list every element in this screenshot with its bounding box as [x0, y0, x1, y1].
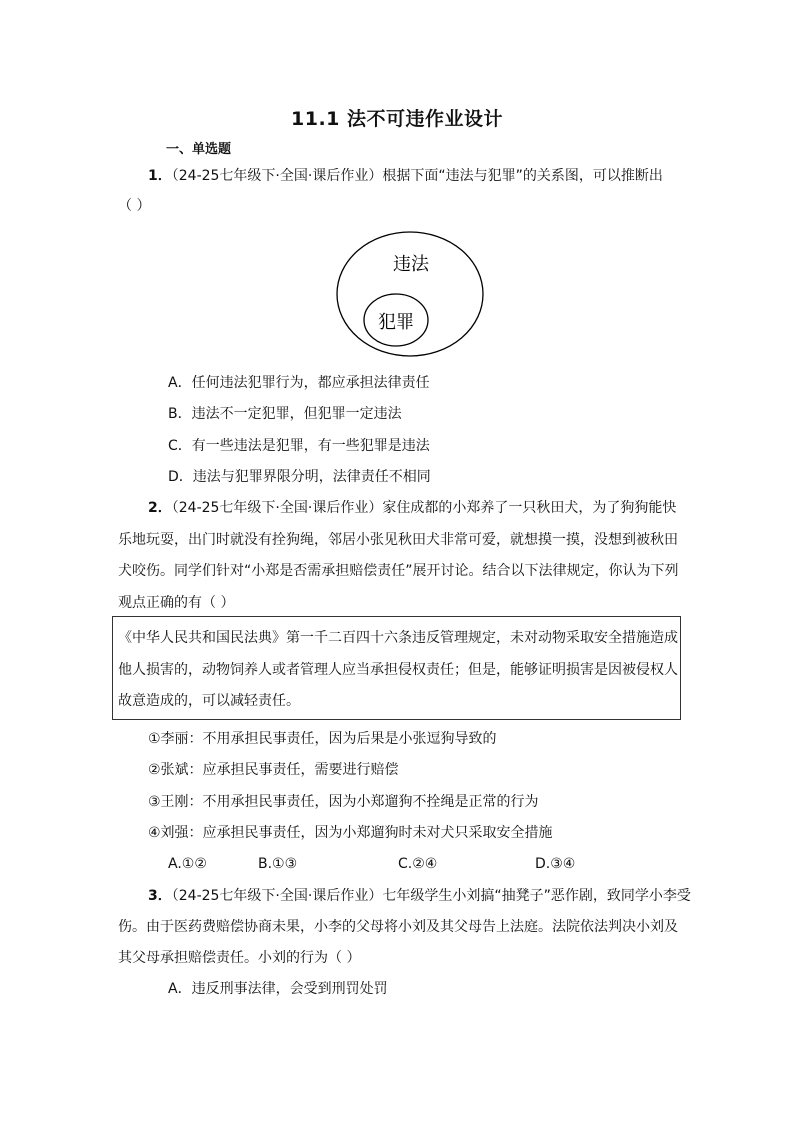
q2-stem-line4: 观点正确的有（ ） — [118, 595, 235, 611]
q1-option-a[interactable]: A．任何违法犯罪行为，都应承担法律责任 — [168, 375, 430, 391]
q2-choice-d[interactable]: D.③④ — [535, 856, 576, 872]
q1-source: （24-25七年级下·全国·课后作业） — [171, 168, 383, 184]
q3-number: 3． — [148, 888, 172, 904]
q2-stem-line2: 乐地玩耍，出门时就没有拴狗绳，邻居小张见秋田犬非常可爱，就想摸一摸，没想到被秋田 — [118, 532, 678, 548]
venn-diagram — [336, 230, 488, 362]
q3-stem-line2: 伤。由于医药费赔偿协商未果，小李的父母将小刘及其父母告上法庭。法院依法判决小刘及 — [118, 919, 678, 935]
q3-stem-line1 — [148, 886, 691, 906]
section-heading: 一、单选题 — [166, 142, 232, 157]
q2-statement-1: ①李丽：不用承担民事责任，因为后果是小张逗狗导致的 — [148, 731, 497, 747]
venn-inner-label: 犯罪 — [378, 312, 414, 333]
q2-number: 2． — [148, 500, 172, 516]
q2-stem-text: 家住成都的小郑养了一只秋田犬，为了狗狗能快 — [382, 500, 677, 516]
q3-stem-text: 七年级学生小刘搞“抽凳子”恶作剧，致同学小李受 — [382, 888, 691, 904]
q2-statement-2: ②张斌：应承担民事责任，需要进行赔偿 — [148, 762, 399, 778]
venn-outer-circle — [337, 232, 483, 356]
q1-option-c[interactable]: C．有一些违法是犯罪，有一些犯罪是违法 — [168, 438, 430, 454]
q3-option-a[interactable]: A．违反刑事法律，会受到刑罚处罚 — [168, 981, 388, 997]
law-quote-line2: 他人损害的，动物饲养人或者管理人应当承担侵权责任；但是，能够证明损害是因被侵权人 — [118, 662, 678, 678]
q3-stem-line3: 其父母承担赔偿责任。小刘的行为（ ） — [118, 950, 361, 966]
q1-number: 1． — [148, 168, 172, 184]
q3-source: （24-25七年级下·全国·课后作业） — [171, 888, 383, 904]
q2-statement-4: ④刘强：应承担民事责任，因为小郑遛狗时未对犬只采取安全措施 — [148, 825, 553, 841]
venn-outer-label: 违法 — [393, 254, 429, 275]
q2-choice-c[interactable]: C.②④ — [398, 856, 438, 872]
page-title: 11.1 法不可违作业设计 — [291, 108, 503, 130]
law-quote-line3: 故意造成的，可以减轻责任。 — [118, 693, 300, 709]
q1-stem-text: 根据下面“违法与犯罪”的关系图，可以推断出 — [382, 168, 663, 184]
q2-choice-b[interactable]: B.①③ — [258, 856, 298, 872]
q2-statement-3: ③王刚：不用承担民事责任，因为小郑遛狗不拴绳是正常的行为 — [148, 794, 539, 810]
law-quote-line1: 《中华人民共和国民法典》第一千二百四十六条违反管理规定，未对动物采取安全措施造成 — [118, 630, 678, 646]
q1-stem-line2: （ ） — [118, 198, 151, 214]
q1-option-b[interactable]: B．违法不一定犯罪，但犯罪一定违法 — [168, 406, 402, 422]
q1-stem-line1 — [148, 166, 663, 186]
q1-option-d[interactable]: D．违法与犯罪界限分明，法律责任不相同 — [168, 469, 431, 485]
q2-stem-line3: 犬咬伤。同学们针对“小郑是否需承担赔偿责任”展开讨论。结合以下法律规定，你认为下列 — [118, 563, 679, 579]
q2-stem-line1 — [148, 498, 676, 518]
q2-choice-a[interactable]: A.①② — [168, 856, 207, 872]
q2-source: （24-25七年级下·全国·课后作业） — [171, 500, 383, 516]
